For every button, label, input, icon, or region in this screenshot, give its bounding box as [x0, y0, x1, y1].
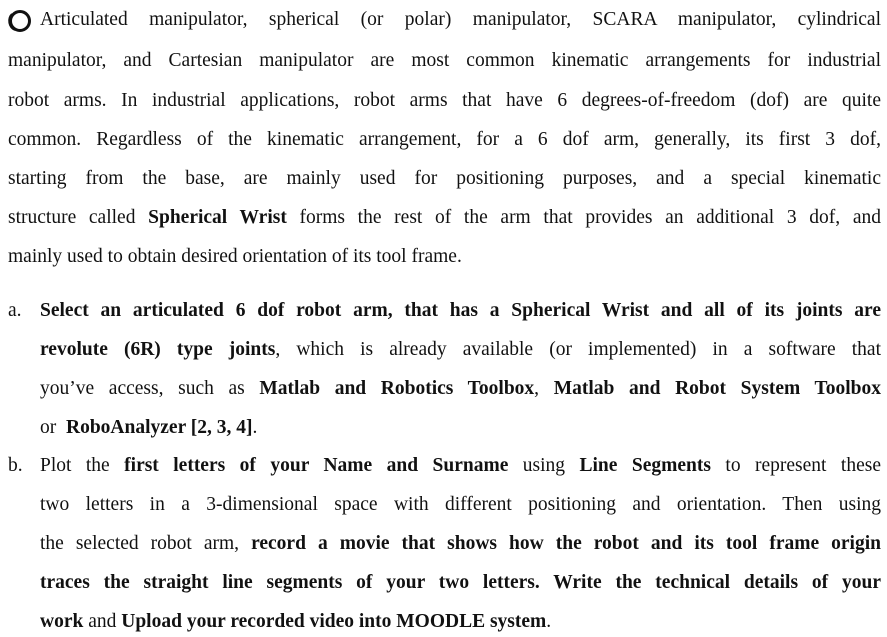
bold-text: revolute (6R) type joints [40, 339, 276, 360]
bold-text: Matlab and Robotics Toolbox [259, 378, 535, 399]
text-line [40, 377, 881, 401]
text: starting from the base, are mainly used for positioning purposes, and a special kinematic [8, 168, 881, 189]
bold-text: Upload your recorded video into MOODLE system [121, 611, 547, 632]
bold-text: Select an articulated 6 dof robot arm, that has a Spherical Wrist and all of its joints are [40, 300, 881, 321]
circle-outline-icon [6, 8, 32, 34]
text: to represent these [710, 455, 881, 476]
text-line [8, 49, 881, 73]
text: robot arms. In industrial applications, robot arms that have 6 degrees-of-freedom (dof) are quite [8, 90, 881, 111]
text-line [8, 89, 881, 113]
text-line [40, 610, 881, 634]
text: , [534, 378, 554, 399]
text: Articulated manipulator, spherical (or polar) manipulator, SCARA manipulator, cylindrical [40, 9, 881, 30]
bold-text: work [40, 611, 84, 632]
text: structure called [8, 207, 149, 228]
text: . [546, 611, 552, 632]
list-marker: b. [8, 455, 23, 476]
text: two letters in a 3-dimensional space with different positioning and orientation. Then using [40, 494, 881, 515]
text-line [40, 454, 881, 478]
text-line [40, 532, 881, 556]
text: . [252, 417, 258, 438]
bold-text: first letters of your Name and Surname [124, 455, 509, 476]
text: Plot the [40, 455, 125, 476]
bold-text: Matlab and Robot System Toolbox [553, 378, 882, 399]
text-line [8, 206, 881, 230]
text: , which is already available (or implemented) in a software that [275, 339, 881, 360]
text-line [8, 167, 881, 191]
text-line [40, 8, 881, 32]
text: you’ve access, such as [40, 378, 260, 399]
bold-text: RoboAnalyzer [2, 3, 4] [66, 417, 253, 438]
bold-text: record a movie that shows how the robot and its tool frame origin [251, 533, 881, 554]
text: mainly used to obtain desired orientation of its tool frame. [8, 246, 462, 267]
text-line [40, 338, 881, 362]
text-line [8, 128, 881, 152]
bold-text: traces the straight line segments of your two letters. Write the technical details of your [40, 572, 881, 593]
text-line [40, 299, 881, 323]
text-line [40, 493, 881, 517]
bold-text: Line Segments [579, 455, 711, 476]
bold-text: Spherical Wrist [148, 207, 287, 228]
text-line [40, 571, 881, 595]
text: using [508, 455, 580, 476]
list-marker: a. [8, 300, 22, 321]
text: the selected robot arm, [40, 533, 252, 554]
text: and [83, 611, 122, 632]
text-line [8, 245, 881, 269]
text: common. Regardless of the kinematic arrangement, for a 6 dof arm, generally, its first 3 dof, [8, 129, 881, 150]
text: forms the rest of the arm that provides an additional 3 dof, and [286, 207, 881, 228]
text: or [40, 417, 66, 438]
text: manipulator, and Cartesian manipulator are most common kinematic arrangements for industrial [8, 50, 881, 71]
text-line [40, 416, 881, 440]
